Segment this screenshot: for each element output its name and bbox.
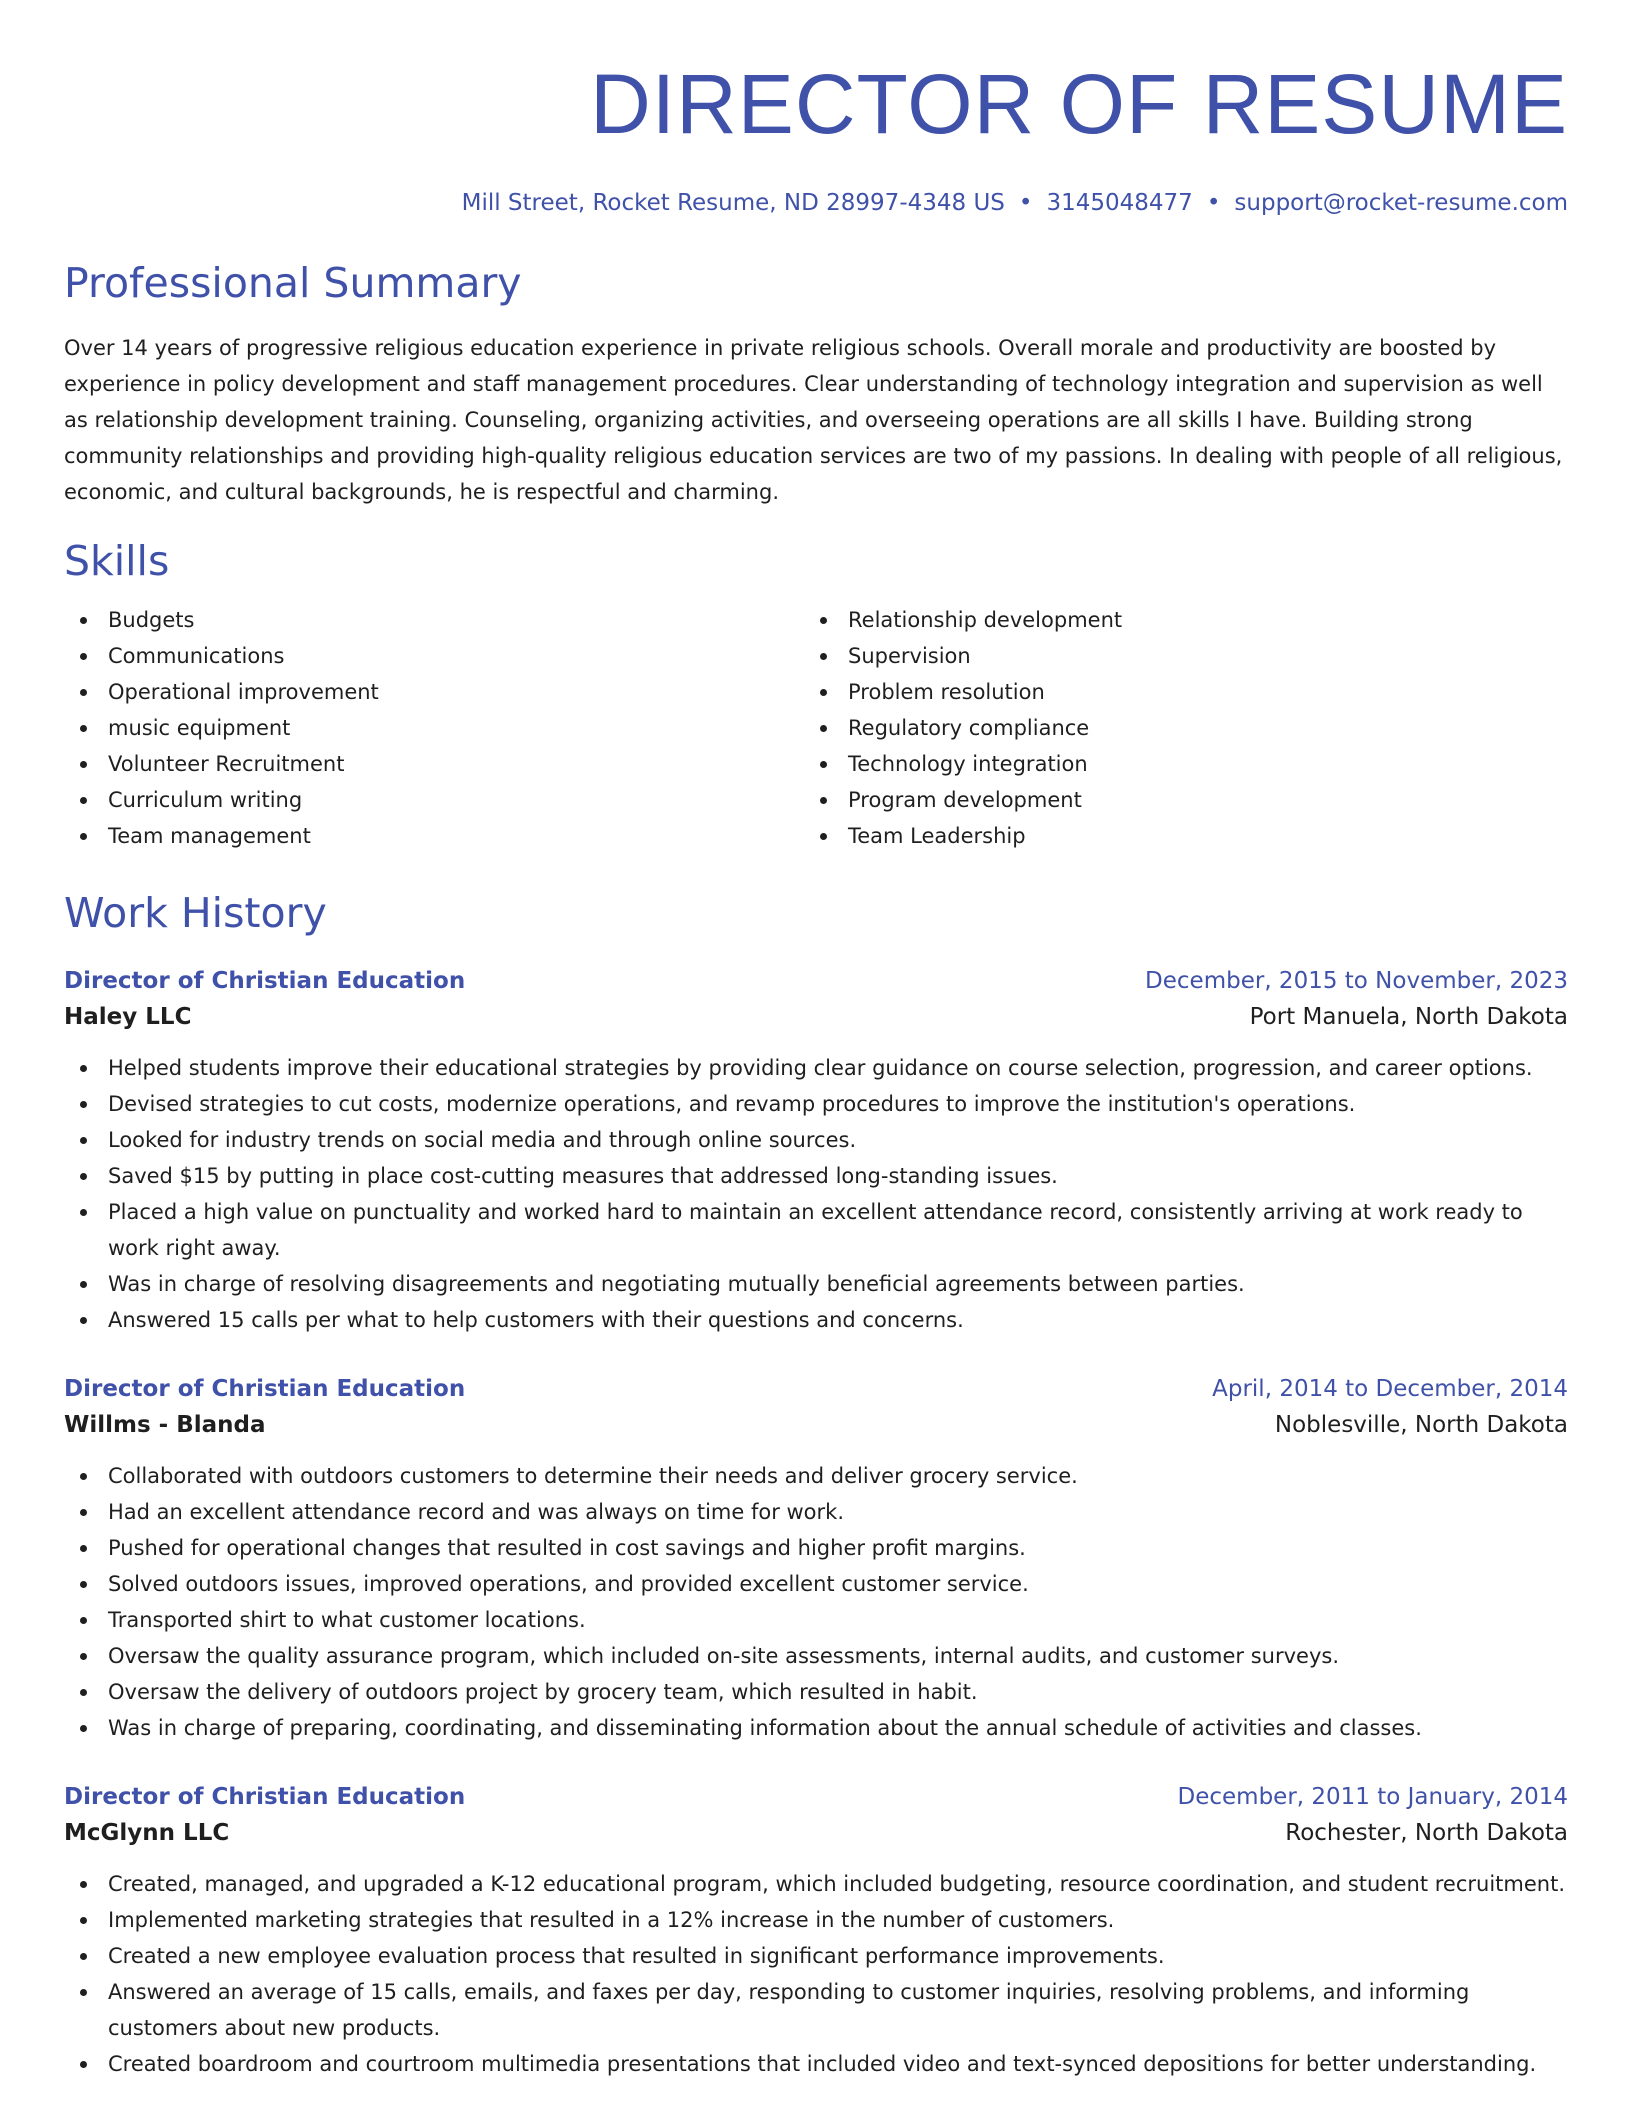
contact-email[interactable]: support@rocket-resume.com: [1234, 190, 1568, 216]
job-bullet: Oversaw the quality assurance program, which included on-site assessments, internal audits, and customer surveys.: [64, 1638, 1568, 1674]
job-bullet: Answered 15 calls per what to help customers with their questions and concerns.: [64, 1302, 1568, 1338]
work-history-section: [64, 888, 1568, 2082]
skill-item: Operational improvement: [64, 674, 804, 710]
job-bullet: Placed a high value on punctuality and worked hard to maintain an excellent attendance record, consistently arriving at work ready to work right away.: [64, 1194, 1568, 1266]
job-entry: [64, 964, 1568, 1338]
job-bullets: [64, 1050, 1568, 1338]
job-company-row: [64, 998, 1568, 1036]
skill-item: Budgets: [64, 602, 804, 638]
job-bullet: Had an excellent attendance record and was always on time for work.: [64, 1494, 1568, 1530]
skill-item: Technology integration: [804, 746, 1544, 782]
skills-columns: [64, 602, 1568, 854]
job-company-row: [64, 1814, 1568, 1852]
resume-header: [64, 0, 1568, 218]
skill-item: Communications: [64, 638, 804, 674]
skills-list-left: [64, 602, 804, 854]
skill-item: Program development: [804, 782, 1544, 818]
job-bullet: Solved outdoors issues, improved operations, and provided excellent customer service.: [64, 1566, 1568, 1602]
job-company: McGlynn LLC: [64, 1820, 230, 1846]
job-bullet: Answered an average of 15 calls, emails, and faxes per day, responding to customer inquiries, resolving problems, and informing customers about new products.: [64, 1974, 1568, 2046]
job-dates: December, 2011 to January, 2014: [1177, 1784, 1568, 1810]
job-dates: April, 2014 to December, 2014: [1212, 1376, 1568, 1402]
job-bullet: Saved $15 by putting in place cost-cutting measures that addressed long-standing issues.: [64, 1158, 1568, 1194]
job-header-row: [64, 964, 1568, 998]
job-entry: [64, 1372, 1568, 1746]
job-bullets: [64, 1458, 1568, 1746]
job-entry: [64, 1780, 1568, 2082]
contact-separator: •: [1206, 190, 1221, 216]
summary-text: Over 14 years of progressive religious education experience in private religious schools. Overall morale and productivity are boosted by experience in policy development and staff management procedures. Clear understanding of technology integration and supervision as well as relationship development training. Counseling, organizing activities, and overseeing operations are all skills I have. Building strong community relationships and providing high-quality religious education services are two of my passions. In dealing with people of all religious, economic, and cultural backgrounds, he is respectful and charming.: [64, 336, 1563, 504]
resume-name: DIRECTOR OF RESUME: [590, 57, 1568, 151]
job-location: Noblesville, North Dakota: [1274, 1412, 1568, 1438]
section-title-summary: Professional Summary: [64, 259, 522, 307]
job-dates: December, 2015 to November, 2023: [1145, 968, 1568, 994]
job-company-row: [64, 1406, 1568, 1444]
job-bullet: Oversaw the delivery of outdoors project by grocery team, which resulted in habit.: [64, 1674, 1568, 1710]
section-title-work-history: Work History: [64, 889, 327, 937]
job-location: Rochester, North Dakota: [1285, 1820, 1568, 1846]
job-header-row: [64, 1372, 1568, 1406]
job-location: Port Manuela, North Dakota: [1249, 1004, 1568, 1030]
contact-separator: •: [1018, 190, 1033, 216]
skill-item: Regulatory compliance: [804, 710, 1544, 746]
job-header-row: [64, 1780, 1568, 1814]
skill-item: Volunteer Recruitment: [64, 746, 804, 782]
contact-address: Mill Street, Rocket Resume, ND 28997-4348 US: [461, 190, 1005, 216]
contact-line: [64, 188, 1568, 218]
skill-item: Team Leadership: [804, 818, 1544, 854]
job-company: Willms - Blanda: [64, 1412, 266, 1438]
job-company: Haley LLC: [64, 1004, 192, 1030]
job-bullet: Transported shirt to what customer locations.: [64, 1602, 1568, 1638]
job-bullet: Pushed for operational changes that resulted in cost savings and higher profit margins.: [64, 1530, 1568, 1566]
professional-summary-section: [64, 258, 1568, 510]
skill-item: Team management: [64, 818, 804, 854]
job-bullet: Created boardroom and courtroom multimedia presentations that included video and text-synced depositions for better understanding.: [64, 2046, 1568, 2082]
job-title: Director of Christian Education: [64, 1784, 466, 1810]
job-title: Director of Christian Education: [64, 1376, 466, 1402]
skill-item: Problem resolution: [804, 674, 1544, 710]
job-title: Director of Christian Education: [64, 968, 466, 994]
skills-section: [64, 536, 1568, 854]
skill-item: Supervision: [804, 638, 1544, 674]
job-bullet: Implemented marketing strategies that resulted in a 12% increase in the number of customers.: [64, 1902, 1568, 1938]
skills-list-right: [804, 602, 1544, 854]
skill-item: Relationship development: [804, 602, 1544, 638]
job-bullet: Was in charge of preparing, coordinating, and disseminating information about the annual schedule of activities and classes.: [64, 1710, 1568, 1746]
section-title-skills: Skills: [64, 537, 170, 585]
job-bullet: Was in charge of resolving disagreements and negotiating mutually beneficial agreements between parties.: [64, 1266, 1568, 1302]
job-bullet: Devised strategies to cut costs, modernize operations, and revamp procedures to improve the institution's operations.: [64, 1086, 1568, 1122]
job-bullet: Collaborated with outdoors customers to determine their needs and deliver grocery service.: [64, 1458, 1568, 1494]
job-bullet: Looked for industry trends on social media and through online sources.: [64, 1122, 1568, 1158]
job-bullet: Created a new employee evaluation process that resulted in significant performance improvements.: [64, 1938, 1568, 1974]
job-bullet: Created, managed, and upgraded a K-12 educational program, which included budgeting, resource coordination, and student recruitment.: [64, 1866, 1568, 1902]
skill-item: Curriculum writing: [64, 782, 804, 818]
skill-item: music equipment: [64, 710, 804, 746]
contact-phone: 3145048477: [1046, 190, 1193, 216]
job-bullets: [64, 1866, 1568, 2082]
job-bullet: Helped students improve their educational strategies by providing clear guidance on course selection, progression, and career options.: [64, 1050, 1568, 1086]
